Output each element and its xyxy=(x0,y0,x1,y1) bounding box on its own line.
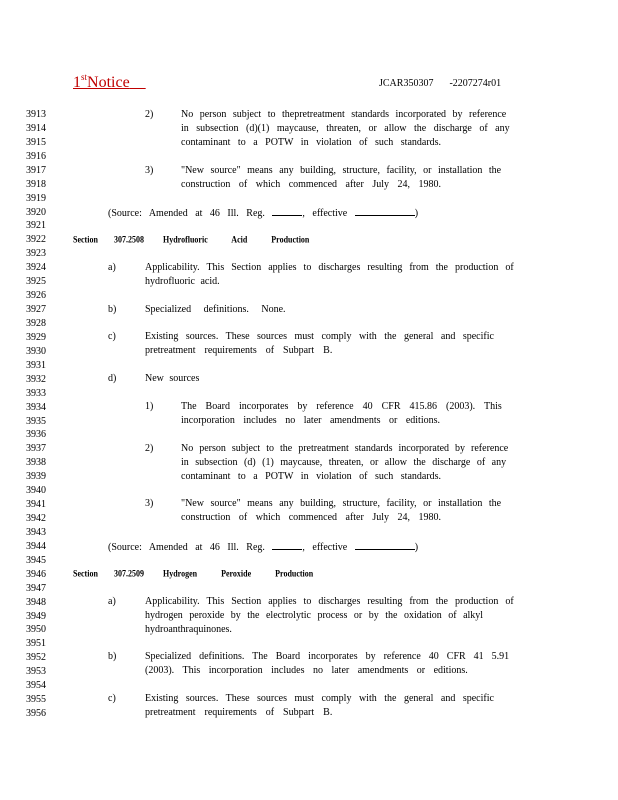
line-number: 3916 xyxy=(26,150,46,162)
line-number: 3943 xyxy=(26,526,46,538)
effective-blank xyxy=(355,206,415,216)
section-label: Section xyxy=(73,234,98,245)
text-line: pretreatment requirements of Subpart B. xyxy=(145,345,333,356)
line-number: 3919 xyxy=(26,192,46,204)
source-note: (Source: Amended at 46 Ill. Reg. , effective ) xyxy=(108,208,419,219)
text-line: incorporation includes no later amendments or editions. xyxy=(181,415,440,426)
line-number: 3927 xyxy=(26,304,46,315)
item-label: b) xyxy=(108,651,117,662)
line-number: 3942 xyxy=(26,513,46,524)
line-number: 3939 xyxy=(26,471,46,483)
text-line: Existing sources. These sources must comply with the general and specific xyxy=(145,331,494,342)
text-line: contaminant to a POTW in violation of such standards. xyxy=(181,137,442,148)
line-number: 3915 xyxy=(26,136,46,148)
line-number: 3951 xyxy=(26,638,46,650)
item-label: 3) xyxy=(145,165,154,176)
text-line: "New source" means any building, structure, facility, or installation the xyxy=(181,498,502,509)
line-number: 3946 xyxy=(26,568,46,580)
text-line: Specialized definitions. The Board incorporates by reference 40 CFR 41 5.91 xyxy=(145,651,510,662)
item-label: 3) xyxy=(145,498,154,509)
page-header xyxy=(0,74,618,94)
reg-blank xyxy=(272,540,302,550)
text-line: New sources xyxy=(145,373,200,384)
line-number: 3935 xyxy=(26,415,46,427)
item-label: c) xyxy=(108,693,116,704)
item-label: 2) xyxy=(145,443,154,454)
line-number: 3922 xyxy=(26,234,46,246)
item-label: a) xyxy=(108,596,116,607)
item-label: a) xyxy=(108,262,116,273)
text-line: in subsection (d) (1) maycause, threaten, or allow the discharge of any xyxy=(181,457,507,468)
line-number: 3930 xyxy=(26,345,46,357)
line-number: 3917 xyxy=(26,164,46,176)
line-number: 3954 xyxy=(26,680,46,692)
effective-blank xyxy=(355,540,415,550)
line-number: 3921 xyxy=(26,220,46,232)
section-number: 307.2508 xyxy=(114,234,144,245)
line-number: 3914 xyxy=(26,122,46,134)
section-title: Hydrofluoric Acid Production xyxy=(163,234,310,245)
line-number: 3953 xyxy=(26,666,46,678)
document-id: JCAR350307 -2207274r01 xyxy=(379,78,502,89)
line-number: 3937 xyxy=(26,443,46,455)
line-number: 3947 xyxy=(26,582,46,594)
line-number: 3948 xyxy=(26,596,46,608)
text-line: construction of which commenced after July 24, 1980. xyxy=(181,179,441,190)
line-number: 3932 xyxy=(26,373,46,385)
text-line: construction of which commenced after July 24, 1980. xyxy=(181,512,441,523)
text-line: in subsection (d)(1) maycause, threaten, or allow the discharge of any xyxy=(181,123,510,134)
text-line: The Board incorporates by reference 40 CFR 415.86 (2003). This xyxy=(181,401,502,412)
section-label: Section xyxy=(73,568,98,579)
section-number: 307.2509 xyxy=(114,568,144,579)
text-line: No person subject to the pretreatment standards incorporated by reference xyxy=(181,443,509,454)
line-number: 3931 xyxy=(26,359,46,371)
text-line: Existing sources. These sources must comply with the general and specific xyxy=(145,693,494,704)
text-line: (2003). This incorporation includes no later amendments or editions. xyxy=(145,665,468,676)
line-number: 3925 xyxy=(26,276,46,288)
line-number: 3934 xyxy=(26,401,46,413)
line-number: 3918 xyxy=(26,178,46,190)
line-number: 3945 xyxy=(26,554,46,566)
line-number: 3955 xyxy=(26,694,46,706)
line-number: 3949 xyxy=(26,610,46,622)
line-number: 3950 xyxy=(26,624,46,636)
text-line: pretreatment requirements of Subpart B. xyxy=(145,707,333,718)
line-number: 3926 xyxy=(26,290,46,302)
item-label: 1) xyxy=(145,401,154,412)
text-line: Specialized definitions. None. xyxy=(145,304,286,315)
item-label: d) xyxy=(108,373,117,384)
line-number: 3940 xyxy=(26,485,46,497)
text-line: hydrofluoric acid. xyxy=(145,276,220,287)
text-line: Applicability. This Section applies to discharges resulting from the production of xyxy=(145,596,514,607)
line-number: 3941 xyxy=(26,499,46,510)
line-number: 3928 xyxy=(26,317,46,329)
text-line: contaminant to a POTW in violation of such standards. xyxy=(181,471,442,482)
text-line: No person subject to thepretreatment standards incorporated by reference xyxy=(181,109,507,120)
item-label: c) xyxy=(108,331,116,342)
text-line: hydroanthraquinones. xyxy=(145,624,232,635)
first-notice-title: 1stNotice xyxy=(73,72,130,91)
text-line: Applicability. This Section applies to discharges resulting from the production of xyxy=(145,262,514,273)
text-line: "New source" means any building, structure, facility, or installation the xyxy=(181,165,502,176)
line-number: 3913 xyxy=(26,109,46,120)
line-number: 3938 xyxy=(26,457,46,469)
line-number: 3924 xyxy=(26,262,46,274)
line-number: 3956 xyxy=(26,708,46,719)
line-number: 3952 xyxy=(26,652,46,664)
item-label: b) xyxy=(108,304,117,315)
source-note: (Source: Amended at 46 Ill. Reg. , effective ) xyxy=(108,542,419,553)
item-label: 2) xyxy=(145,109,154,120)
line-number: 3929 xyxy=(26,331,46,343)
line-number: 3923 xyxy=(26,248,46,260)
text-line: hydrogen peroxide by the electrolytic process or by the oxidation of alkyl xyxy=(145,610,484,621)
reg-blank xyxy=(272,206,302,216)
line-number: 3920 xyxy=(26,206,46,218)
section-title: Hydrogen Peroxide Production xyxy=(163,568,314,579)
line-number: 3936 xyxy=(26,429,46,441)
line-number: 3933 xyxy=(26,387,46,399)
line-number: 3944 xyxy=(26,540,46,552)
